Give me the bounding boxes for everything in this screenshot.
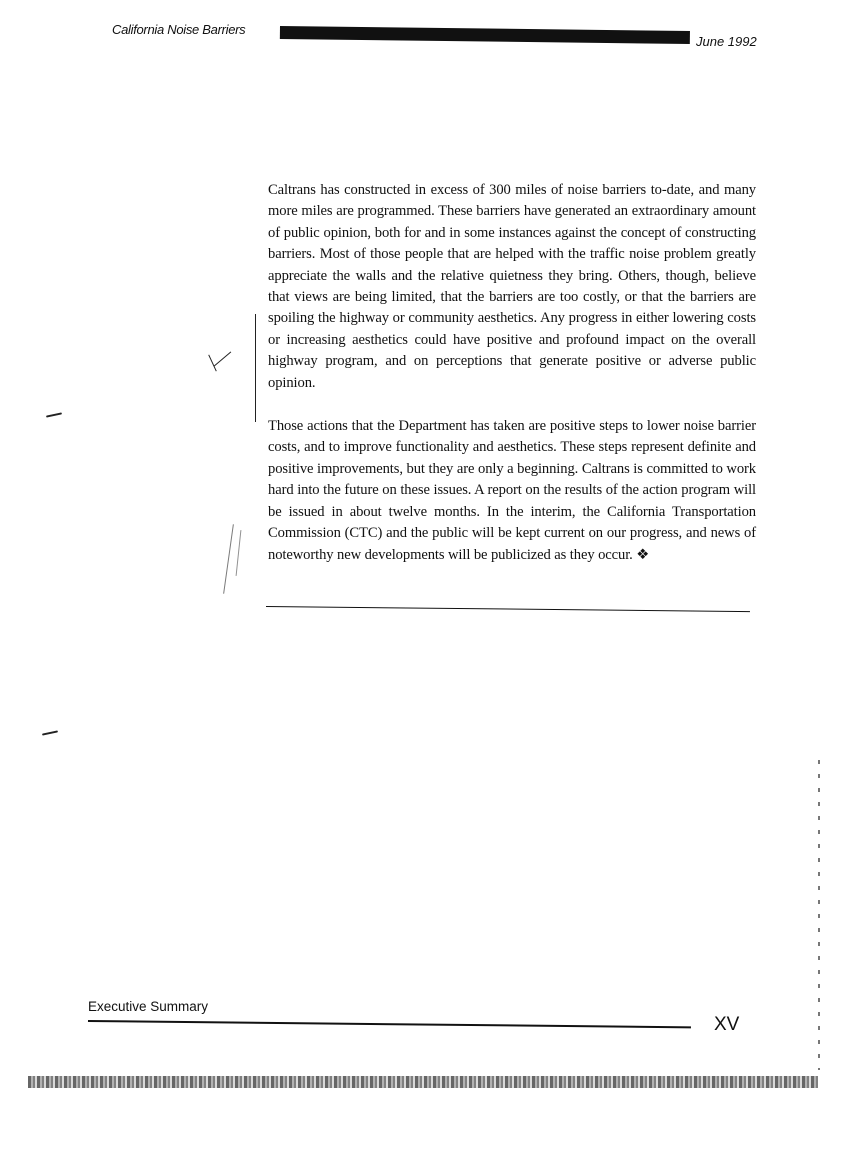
paragraph-1: Caltrans has constructed in excess of 300 miles of noise barriers to-date, and many more miles are programmed. These barriers have generated an extraordinary amount of public opinion, both for and in some instances against the concept of constructing barriers. Most of those people that are helped with the traffic noise problem greatly appreciate the walls and the relative quietness they bring. Others, though, believe that views are being limited, that the barriers are too costly, or that the barriers are spoiling the highway or community aesthetics. Any progress in either lowering costs or increasing aesthetics could have positive and profound impact on the overall highway program, and on perceptions that generate positive or adverse public opinion. [268, 182, 756, 391]
body-text [268, 180, 756, 588]
footer-section-title: Executive Summary [88, 999, 209, 1014]
punch-hole-mark-2 [42, 730, 58, 735]
margin-scribble-mark [223, 524, 234, 593]
running-header-date: June 1992 [696, 34, 757, 49]
margin-check-mark-2 [214, 352, 231, 367]
footer-rule [88, 1020, 691, 1028]
scan-artifact-band [28, 1076, 818, 1088]
page-number: XV [714, 1014, 740, 1035]
paragraph-2: Those actions that the Department has taken are positive steps to lower noise barrier costs, and to improve functionality and aesthetics. These steps represent definite and positive improvements, but they are only a beginning. Caltrans is committed to work hard into the future on these issues. A report on the results of the action program will be issued in about twelve months. In the interim, the California Transportation Commission (CTC) and the public will be kept current on our progress, and news of noteworthy new developments will be publicized as they occur. ❖ [268, 418, 756, 563]
punch-hole-mark [46, 412, 62, 417]
section-end-rule [266, 606, 750, 612]
running-header-title: California Noise Barriers [112, 22, 246, 37]
margin-bar-mark [255, 314, 256, 422]
header-bar [280, 26, 690, 44]
scan-artifact-edge [818, 760, 820, 1070]
margin-scribble-mark-2 [236, 530, 242, 576]
